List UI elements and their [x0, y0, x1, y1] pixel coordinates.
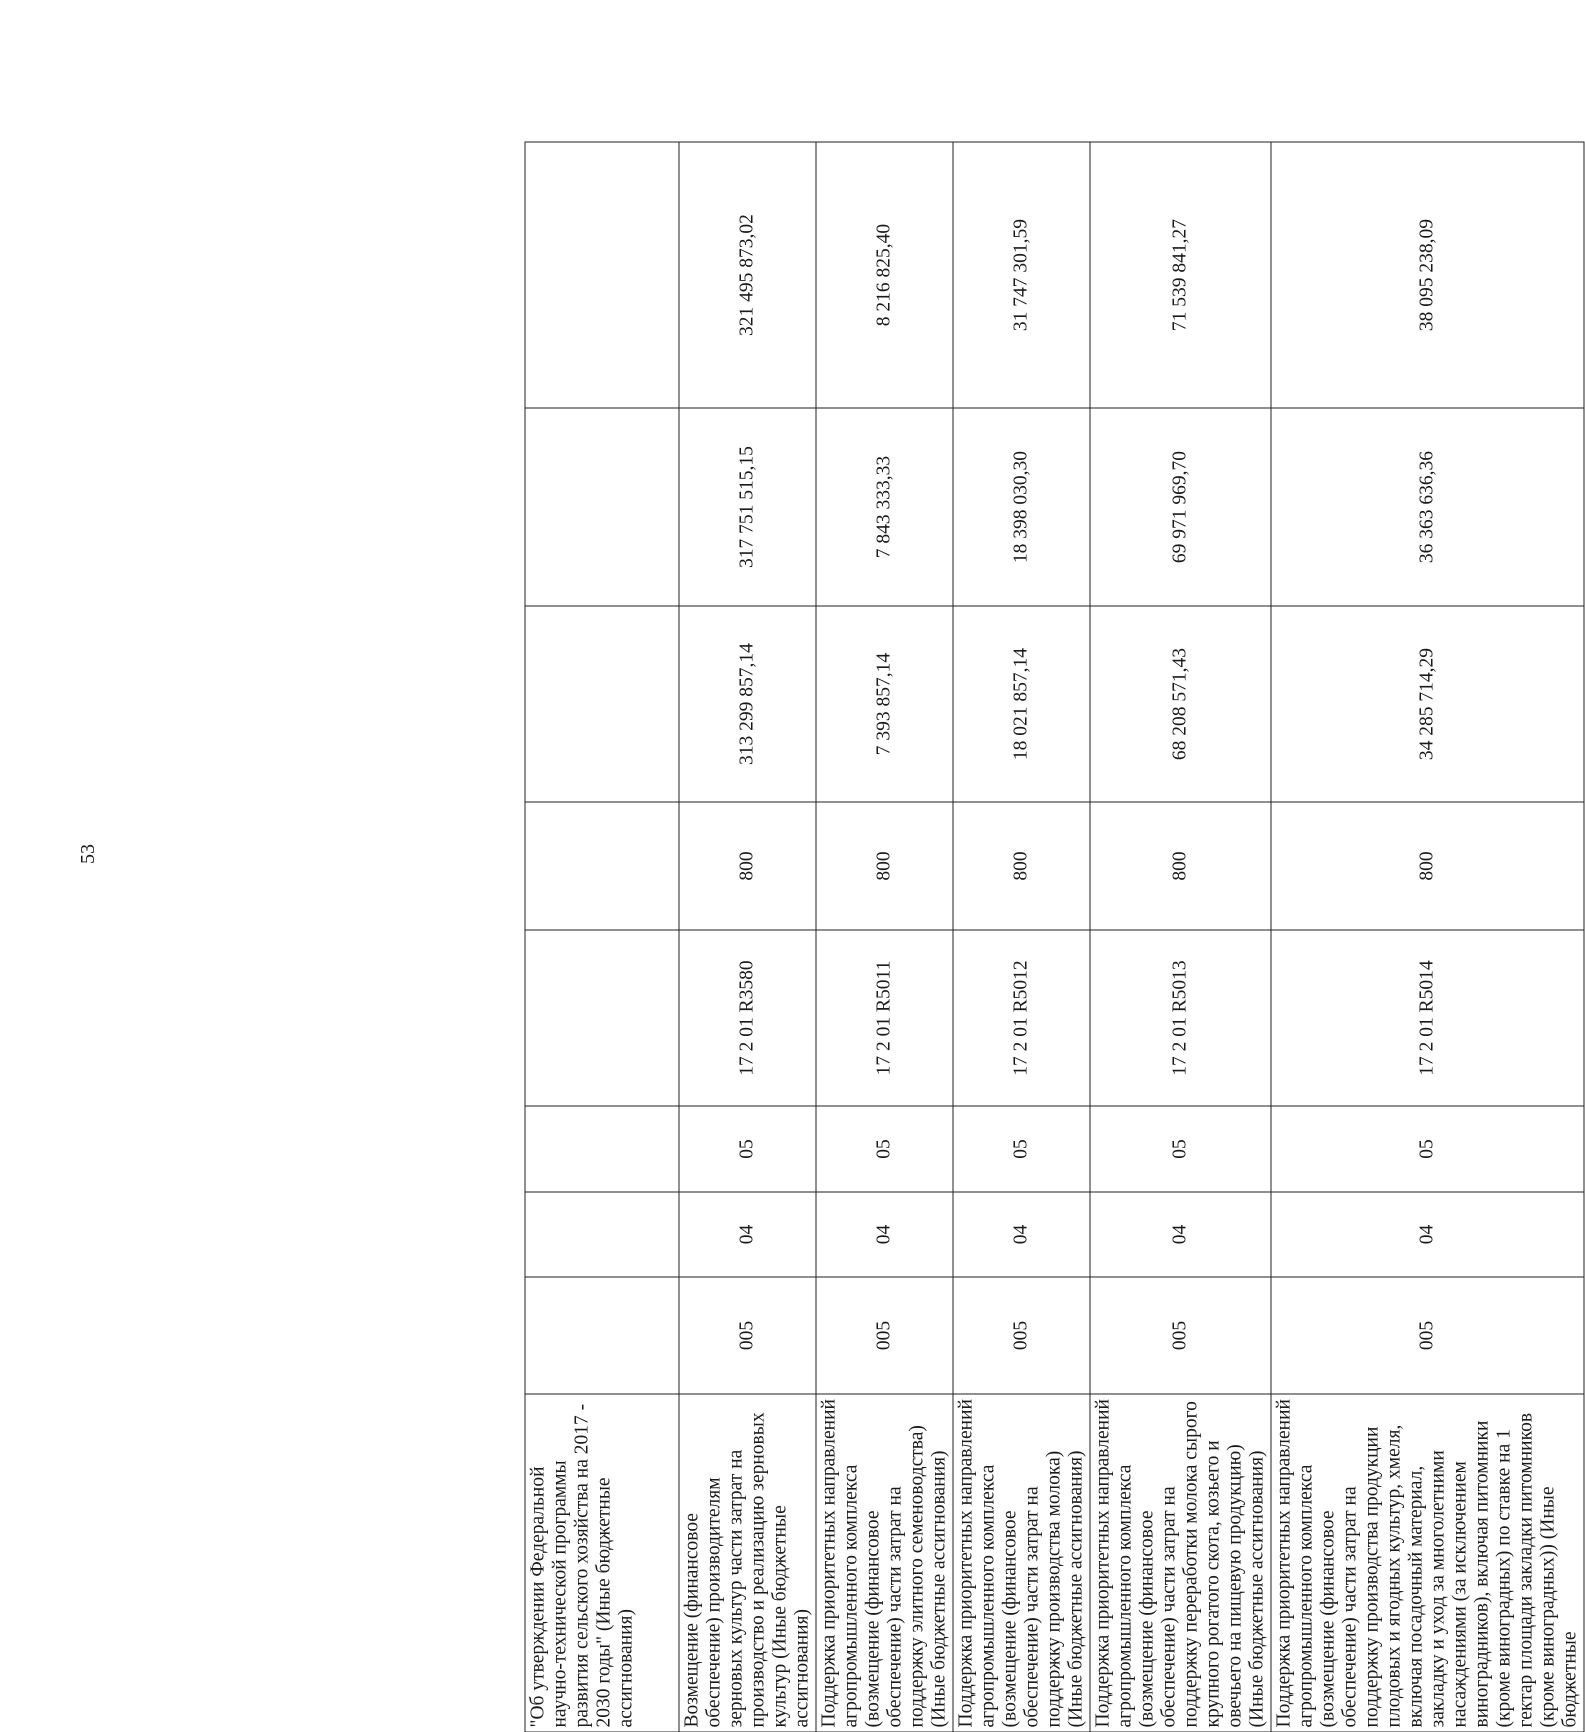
ministry-code: 005: [953, 1277, 1090, 1394]
amount-3: 321 495 873,02: [679, 142, 816, 408]
subsection-code: 05: [1090, 1106, 1271, 1192]
section-code: 04: [1090, 1192, 1271, 1277]
section-code: 04: [679, 1192, 816, 1277]
amount-2: [525, 408, 679, 606]
amount-3: 38 095 238,09: [1271, 142, 1584, 408]
table-row: [525, 142, 679, 1732]
table-row: [953, 142, 1090, 1732]
target-article: 17 2 01 R5012: [953, 930, 1090, 1106]
ministry-code: 005: [679, 1277, 816, 1394]
amount-1: 34 285 714,29: [1271, 606, 1584, 802]
target-article: 17 2 01 R3580: [679, 930, 816, 1106]
target-article: 17 2 01 R5013: [1090, 930, 1271, 1106]
amount-2: 7 843 333,33: [816, 408, 953, 606]
table-row: [816, 142, 953, 1732]
amount-3: 31 747 301,59: [953, 142, 1090, 408]
amount-1: [525, 606, 679, 802]
expense-type: 800: [816, 802, 953, 930]
budget-table: [525, 141, 1585, 1732]
amount-1: 313 299 857,14: [679, 606, 816, 802]
amount-3: 8 216 825,40: [816, 142, 953, 408]
expense-type: 800: [953, 802, 1090, 930]
target-article: 17 2 01 R5011: [816, 930, 953, 1106]
subsection-code: 05: [953, 1106, 1090, 1192]
ministry-code: 005: [816, 1277, 953, 1394]
page-number: 53: [77, 844, 99, 864]
expense-type: 800: [1271, 802, 1584, 930]
table-row: [1090, 142, 1271, 1732]
amount-3: 71 539 841,27: [1090, 142, 1271, 408]
subsection-code: 05: [816, 1106, 953, 1192]
subsection-code: [525, 1106, 679, 1192]
amount-2: 69 971 969,70: [1090, 408, 1271, 606]
expense-type: 800: [679, 802, 816, 930]
amount-2: 18 398 030,30: [953, 408, 1090, 606]
expense-type: [525, 802, 679, 930]
row-description: Поддержка приоритетных направлений агропромышленного комплекса (возмещение (финансовое обеспечение) части затрат на поддержку производства молока) (Иные бюджетные ассигнования): [953, 1394, 1090, 1732]
section-code: 04: [953, 1192, 1090, 1277]
row-description: "Об утверждении Федеральной научно-технической программы развития сельского хозяйства на 2017 - 2030 годы" (Иные бюджетные ассигнования): [525, 1394, 679, 1732]
amount-2: 317 751 515,15: [679, 408, 816, 606]
subsection-code: 05: [679, 1106, 816, 1192]
target-article: 17 2 01 R5014: [1271, 930, 1584, 1106]
ministry-code: [525, 1277, 679, 1394]
ministry-code: 005: [1271, 1277, 1584, 1394]
amount-3: [525, 142, 679, 408]
section-code: 04: [816, 1192, 953, 1277]
row-description: Поддержка приоритетных направлений агропромышленного комплекса (возмещение (финансовое обеспечение) части затрат на поддержку переработки молока сырого крупного рогатого скота, козьего и овечьего на пищевую продукцию) (Иные бюджетные ассигнования): [1090, 1394, 1271, 1732]
amount-1: 18 021 857,14: [953, 606, 1090, 802]
expense-type: 800: [1090, 802, 1271, 930]
amount-2: 36 363 636,36: [1271, 408, 1584, 606]
section-code: 04: [1271, 1192, 1584, 1277]
budget-table-rotated: [525, 142, 1581, 1732]
table-row: [1271, 142, 1584, 1732]
ministry-code: 005: [1090, 1277, 1271, 1394]
subsection-code: 05: [1271, 1106, 1584, 1192]
amount-1: 7 393 857,14: [816, 606, 953, 802]
amount-1: 68 208 571,43: [1090, 606, 1271, 802]
target-article: [525, 930, 679, 1106]
section-code: [525, 1192, 679, 1277]
table-row: [679, 142, 816, 1732]
row-description: Возмещение (финансовое обеспечение) производителям зерновых культур части затрат на производство и реализацию зерновых культур (Иные бюджетные ассигнования): [679, 1394, 816, 1732]
row-description: Поддержка приоритетных направлений агропромышленного комплекса (возмещение (финансовое обеспечение) части затрат на поддержку элитного семеноводства) (Иные бюджетные ассигнования): [816, 1394, 953, 1732]
row-description: Поддержка приоритетных направлений агропромышленного комплекса (возмещение (финансовое обеспечение) части затрат на поддержку производства продукции плодовых и ягодных культур, хмеля, включая посадочный материал, закладку и уход за многолетними насаждениями (за исключением виноградников), включая питомники (кроме виноградных) по ставке на 1 гектар площади закладки питомников (кроме виноградных)) (Иные бюджетные: [1271, 1394, 1584, 1732]
